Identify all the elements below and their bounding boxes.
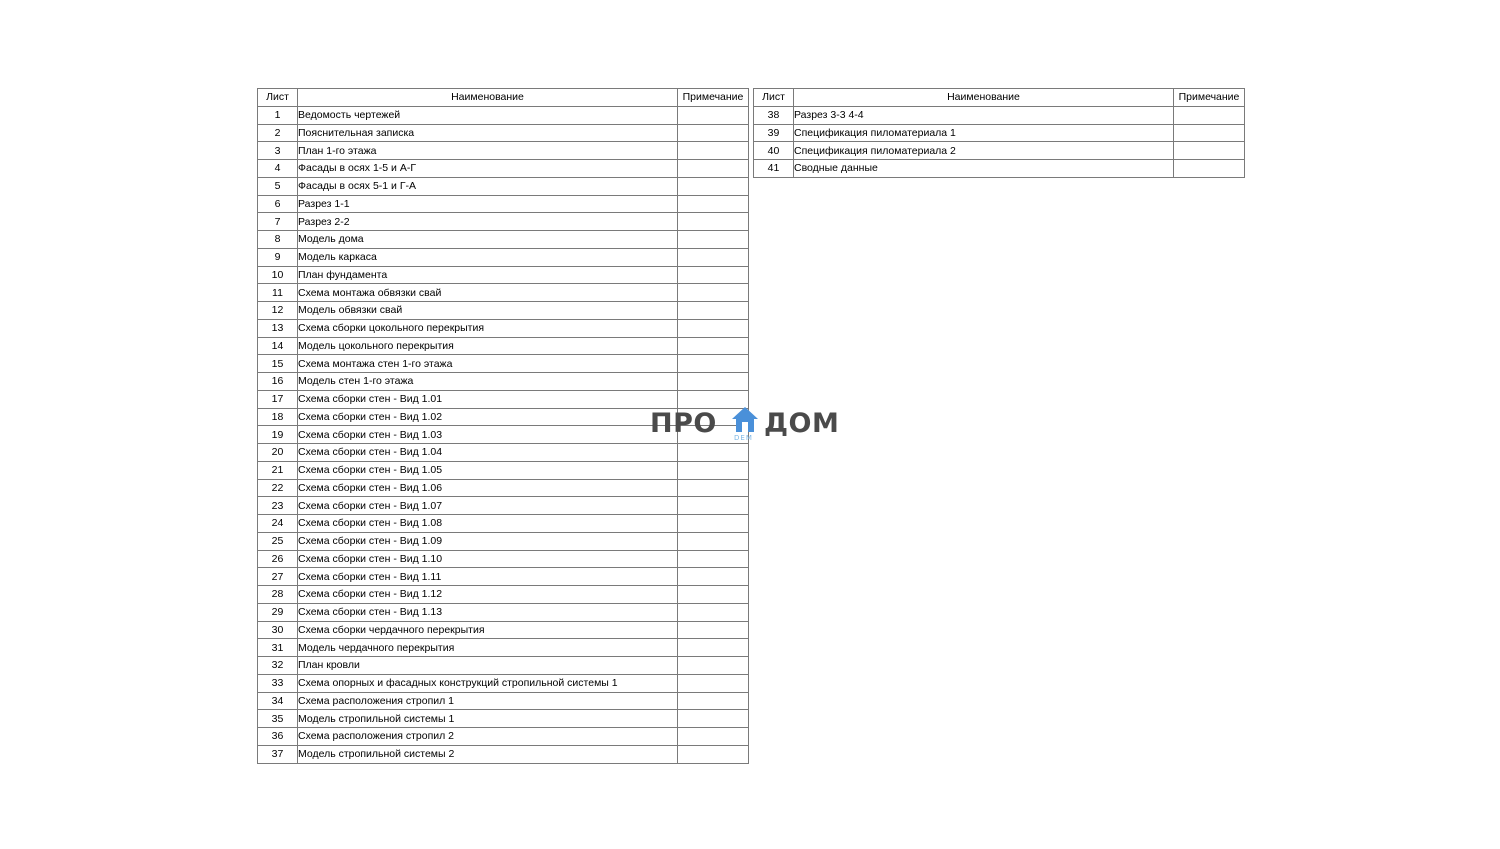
sheet-number-cell: 8: [258, 231, 298, 249]
note-cell: [678, 532, 749, 550]
note-cell: [1174, 124, 1245, 142]
sheet-name-cell: План фундамента: [298, 266, 678, 284]
note-cell: [678, 639, 749, 657]
sheet-number-cell: 5: [258, 177, 298, 195]
table-row: [258, 621, 749, 639]
table-row: [258, 497, 749, 515]
table-row: [258, 213, 749, 231]
sheet-number-cell: 38: [754, 106, 794, 124]
sheet-number-cell: 21: [258, 461, 298, 479]
note-cell: [678, 692, 749, 710]
sheet-name-cell: Разрез 2-2: [298, 213, 678, 231]
sheet-name-cell: Схема расположения стропил 2: [298, 728, 678, 746]
sheet-number-cell: 10: [258, 266, 298, 284]
table-row: [258, 479, 749, 497]
col-header-sheet: Лист: [754, 89, 794, 107]
sheet-name-cell: Схема сборки стен - Вид 1.11: [298, 568, 678, 586]
note-cell: [678, 160, 749, 178]
sheet-name-cell: Схема сборки стен - Вид 1.01: [298, 390, 678, 408]
note-cell: [678, 550, 749, 568]
table-row: [258, 337, 749, 355]
sheet-name-cell: Схема сборки стен - Вид 1.10: [298, 550, 678, 568]
note-cell: [678, 479, 749, 497]
table-row: [258, 603, 749, 621]
note-cell: [678, 674, 749, 692]
col-header-name: Наименование: [794, 89, 1174, 107]
note-cell: [678, 284, 749, 302]
drawings-list-table-right: [753, 88, 1245, 178]
sheet-number-cell: 9: [258, 248, 298, 266]
note-cell: [678, 586, 749, 604]
sheet-number-cell: 13: [258, 319, 298, 337]
house-icon: [730, 405, 760, 435]
sheet-name-cell: Схема сборки стен - Вид 1.02: [298, 408, 678, 426]
note-cell: [678, 621, 749, 639]
sheet-number-cell: 3: [258, 142, 298, 160]
sheet-name-cell: Схема сборки стен - Вид 1.13: [298, 603, 678, 621]
table-row: [258, 461, 749, 479]
sheet-name-cell: Модель обвязки свай: [298, 302, 678, 320]
table-row: [258, 231, 749, 249]
note-cell: [678, 213, 749, 231]
sheet-number-cell: 35: [258, 710, 298, 728]
sheet-name-cell: Спецификация пиломатериала 2: [794, 142, 1174, 160]
note-cell: [678, 337, 749, 355]
sheet-number-cell: 30: [258, 621, 298, 639]
note-cell: [678, 745, 749, 763]
sheet-number-cell: 15: [258, 355, 298, 373]
sheet-name-cell: Модель стен 1-го этажа: [298, 373, 678, 391]
sheet-number-cell: 27: [258, 568, 298, 586]
table-row: [258, 532, 749, 550]
note-cell: [678, 319, 749, 337]
table-row: [258, 355, 749, 373]
sheet-name-cell: Схема монтажа обвязки свай: [298, 284, 678, 302]
sheet-name-cell: Схема сборки стен - Вид 1.12: [298, 586, 678, 604]
sheet-number-cell: 39: [754, 124, 794, 142]
sheet-name-cell: Схема сборки стен - Вид 1.09: [298, 532, 678, 550]
note-cell: [678, 142, 749, 160]
note-cell: [678, 497, 749, 515]
table-row: [258, 266, 749, 284]
table-row: [754, 106, 1245, 124]
sheet-number-cell: 25: [258, 532, 298, 550]
sheet-name-cell: План кровли: [298, 657, 678, 675]
note-cell: [1174, 160, 1245, 178]
sheet-number-cell: 19: [258, 426, 298, 444]
sheet-name-cell: Схема сборки стен - Вид 1.08: [298, 515, 678, 533]
note-cell: [678, 124, 749, 142]
table-row: [258, 284, 749, 302]
note-cell: [678, 515, 749, 533]
table-header-row: [258, 89, 749, 107]
sheet-name-cell: Схема монтажа стен 1-го этажа: [298, 355, 678, 373]
sheet-number-cell: 16: [258, 373, 298, 391]
col-header-note: Примечание: [678, 89, 749, 107]
note-cell: [678, 231, 749, 249]
note-cell: [678, 710, 749, 728]
logo-text-left: ПРО: [650, 408, 717, 439]
sheet-name-cell: Пояснительная записка: [298, 124, 678, 142]
sheet-name-cell: Модель чердачного перекрытия: [298, 639, 678, 657]
table-header-row: [754, 89, 1245, 107]
sheet-number-cell: 2: [258, 124, 298, 142]
sheet-name-cell: Схема опорных и фасадных конструкций стропильной системы 1: [298, 674, 678, 692]
table-row: [258, 106, 749, 124]
table-row: [258, 745, 749, 763]
table-row: [258, 124, 749, 142]
note-cell: [678, 728, 749, 746]
table-row: [258, 728, 749, 746]
sheet-name-cell: Схема сборки стен - Вид 1.03: [298, 426, 678, 444]
col-header-name: Наименование: [298, 89, 678, 107]
table-row: [258, 710, 749, 728]
sheet-number-cell: 37: [258, 745, 298, 763]
sheet-name-cell: Модель каркаса: [298, 248, 678, 266]
sheet-number-cell: 34: [258, 692, 298, 710]
sheet-name-cell: Схема сборки чердачного перекрытия: [298, 621, 678, 639]
note-cell: [678, 177, 749, 195]
sheet-number-cell: 17: [258, 390, 298, 408]
sheet-name-cell: Фасады в осях 5-1 и Г-А: [298, 177, 678, 195]
note-cell: [678, 355, 749, 373]
sheet-name-cell: Фасады в осях 1-5 и А-Г: [298, 160, 678, 178]
sheet-number-cell: 11: [258, 284, 298, 302]
table-row: [258, 586, 749, 604]
table-row: [258, 550, 749, 568]
sheet-number-cell: 22: [258, 479, 298, 497]
note-cell: [1174, 142, 1245, 160]
table-row: [258, 657, 749, 675]
sheet-number-cell: 28: [258, 586, 298, 604]
sheet-number-cell: 6: [258, 195, 298, 213]
note-cell: [678, 266, 749, 284]
table-row: [258, 248, 749, 266]
sheet-name-cell: Модель стропильной системы 1: [298, 710, 678, 728]
note-cell: [678, 657, 749, 675]
note-cell: [678, 461, 749, 479]
note-cell: [678, 106, 749, 124]
sheet-number-cell: 4: [258, 160, 298, 178]
sheet-name-cell: Схема расположения стропил 1: [298, 692, 678, 710]
table-row: [258, 177, 749, 195]
table-row: [258, 373, 749, 391]
table-row: [258, 319, 749, 337]
table-row: [258, 674, 749, 692]
sheet-name-cell: Модель цокольного перекрытия: [298, 337, 678, 355]
sheet-number-cell: 1: [258, 106, 298, 124]
col-header-note: Примечание: [1174, 89, 1245, 107]
sheet-number-cell: 40: [754, 142, 794, 160]
sheet-number-cell: 12: [258, 302, 298, 320]
note-cell: [678, 568, 749, 586]
sheet-number-cell: 33: [258, 674, 298, 692]
sheet-name-cell: Сводные данные: [794, 160, 1174, 178]
sheet-number-cell: 24: [258, 515, 298, 533]
sheet-name-cell: Схема сборки стен - Вид 1.04: [298, 444, 678, 462]
note-cell: [1174, 106, 1245, 124]
table-row: [258, 692, 749, 710]
note-cell: [678, 603, 749, 621]
table-row: [258, 568, 749, 586]
sheet-number-cell: 7: [258, 213, 298, 231]
note-cell: [678, 302, 749, 320]
sheet-number-cell: 26: [258, 550, 298, 568]
logo-subtext: DEM: [734, 434, 753, 442]
table-row: [258, 160, 749, 178]
sheet-number-cell: 31: [258, 639, 298, 657]
sheet-name-cell: Спецификация пиломатериала 1: [794, 124, 1174, 142]
sheet-number-cell: 18: [258, 408, 298, 426]
sheet-name-cell: План 1-го этажа: [298, 142, 678, 160]
sheet-number-cell: 41: [754, 160, 794, 178]
note-cell: [678, 195, 749, 213]
sheet-number-cell: 32: [258, 657, 298, 675]
sheet-name-cell: Разрез 1-1: [298, 195, 678, 213]
sheet-number-cell: 29: [258, 603, 298, 621]
sheet-name-cell: Схема сборки стен - Вид 1.06: [298, 479, 678, 497]
col-header-sheet: Лист: [258, 89, 298, 107]
sheet-name-cell: Ведомость чертежей: [298, 106, 678, 124]
logo-text-right: ДОМ: [764, 408, 840, 439]
table-row: [258, 444, 749, 462]
note-cell: [678, 248, 749, 266]
sheet-number-cell: 36: [258, 728, 298, 746]
table-row: [258, 639, 749, 657]
sheet-name-cell: Схема сборки цокольного перекрытия: [298, 319, 678, 337]
sheet-name-cell: Схема сборки стен - Вид 1.05: [298, 461, 678, 479]
table-row: [754, 124, 1245, 142]
table-row: [258, 142, 749, 160]
table-row: [754, 160, 1245, 178]
sheet-number-cell: 14: [258, 337, 298, 355]
note-cell: [678, 444, 749, 462]
note-cell: [678, 373, 749, 391]
sheet-number-cell: 20: [258, 444, 298, 462]
sheet-name-cell: Модель дома: [298, 231, 678, 249]
table-row: [258, 515, 749, 533]
sheet-number-cell: 23: [258, 497, 298, 515]
sheet-name-cell: Модель стропильной системы 2: [298, 745, 678, 763]
table-row: [258, 195, 749, 213]
sheet-name-cell: Разрез 3-3 4-4: [794, 106, 1174, 124]
watermark-logo: [650, 403, 850, 445]
table-row: [258, 302, 749, 320]
table-row: [754, 142, 1245, 160]
table-body-right: [754, 106, 1245, 177]
sheet-name-cell: Схема сборки стен - Вид 1.07: [298, 497, 678, 515]
